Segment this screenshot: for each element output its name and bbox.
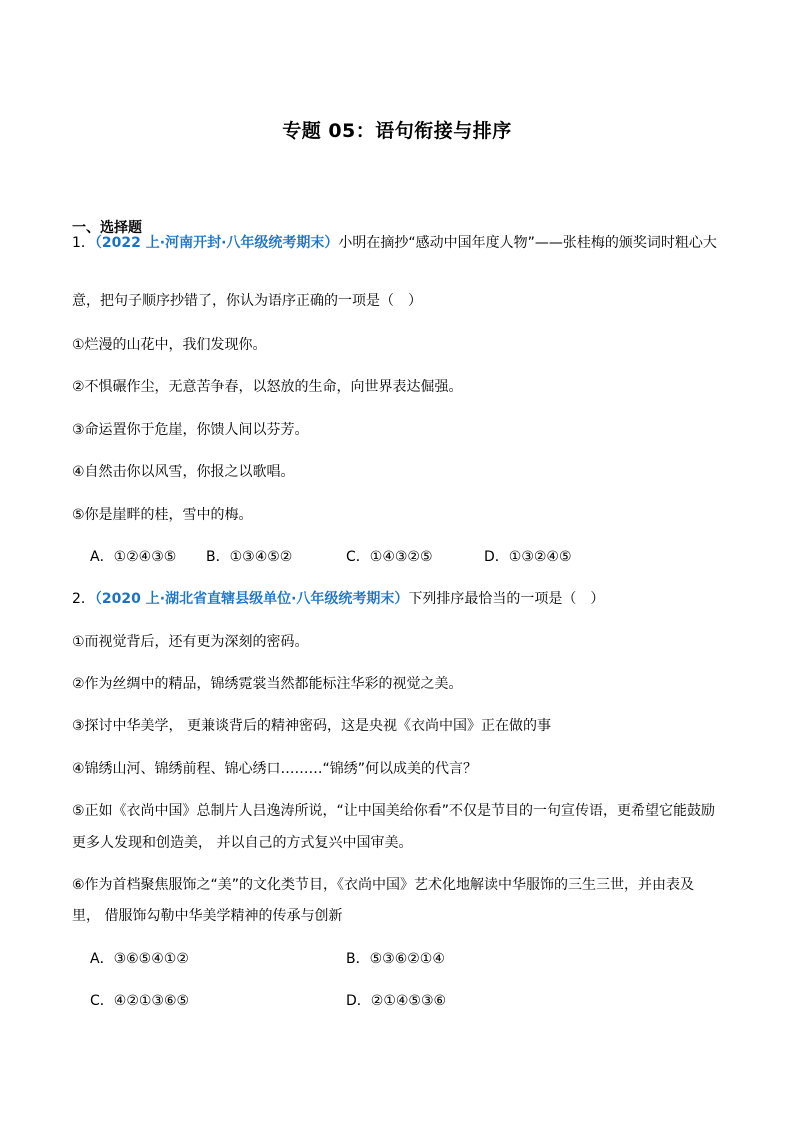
q2-option-d[interactable]: D．②①④⑤③⑥	[346, 993, 447, 1009]
q2-item: ②作为丝绸中的精品，锦绣霓裳当然都能标注华彩的视觉之美。	[72, 676, 463, 692]
q2-item: ⑤正如《衣尚中国》总制片人吕逸涛所说，“让中国美给你看”不仅是节目的一句宣传语，更希望它能鼓励	[72, 803, 716, 819]
q2-stem-text: 下列排序最恰当的一项是（ ）	[408, 591, 605, 607]
page-title: 专题 05：语句衔接与排序	[282, 120, 512, 142]
q2-option-a[interactable]: A．③⑥⑤④①②	[90, 951, 189, 967]
q2-source: （2020 上·湖北省直辖县级单位·八年级统考期末）	[94, 591, 409, 607]
q2-item: ③探讨中华美学， 更兼谈背后的精神密码，这是央视《衣尚中国》正在做的事	[72, 718, 551, 734]
section-heading: 一、选择题	[72, 220, 142, 236]
q2-option-c[interactable]: C．④②①③⑥⑤	[90, 993, 190, 1009]
q2-number: 2．	[72, 591, 95, 607]
q2-item-continued: 更多人发现和创造美， 并以自己的方式复兴中国审美。	[72, 835, 413, 851]
q1-stem-line-2: 意，把句子顺序抄错了，你认为语序正确的一项是（ ）	[72, 293, 422, 309]
q1-stem-a: 小明在摘抄“感动中国年度人物”——张桂梅的颁奖词时粗心大	[338, 235, 717, 251]
q1-item: ⑤你是崖畔的桂，雪中的梅。	[72, 507, 253, 523]
q1-item: ④自然击你以风雪，你报之以歌唱。	[72, 464, 295, 480]
q2-option-b[interactable]: B．⑤③⑥②①④	[346, 951, 445, 967]
q1-source: （2022 上·河南开封·八年级统考期末）	[94, 235, 339, 251]
q1-option-a[interactable]: A．①②④③⑤	[90, 549, 177, 565]
q2-item: ①而视觉背后，还有更为深刻的密码。	[72, 634, 309, 650]
q1-item: ①烂漫的山花中，我们发现你。	[72, 337, 267, 353]
q1-item: ②不惧碾作尘，无意苦争春，以怒放的生命，向世界表达倔强。	[72, 379, 463, 395]
q2-stem	[72, 590, 604, 608]
q2-item: ④锦绣山河、锦绣前程、锦心绣口………“锦绣”何以成美的代言？	[72, 761, 478, 777]
q2-item: ⑥作为首档聚焦服饰之“美”的文化类节目，《衣尚中国》艺术化地解读中华服饰的三生三世，并由表及	[72, 877, 695, 893]
q1-item: ③命运置你于危崖，你馈人间以芬芳。	[72, 422, 309, 438]
q1-number: 1．	[72, 235, 95, 251]
q1-option-c[interactable]: C．①④③②⑤	[346, 549, 433, 565]
q1-stem-line-1	[72, 234, 717, 252]
q1-option-d[interactable]: D．①③②④⑤	[484, 549, 572, 565]
q1-option-b[interactable]: B．①③④⑤②	[206, 549, 293, 565]
q2-item-continued: 里， 借服饰勾勒中华美学精神的传承与创新	[72, 908, 343, 924]
